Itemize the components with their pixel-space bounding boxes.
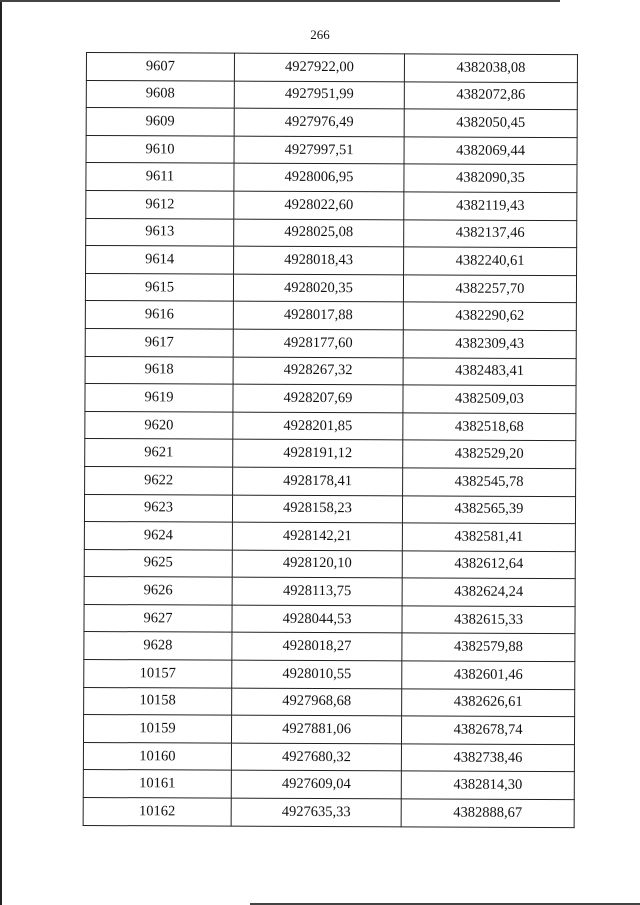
- y-coordinate-cell: 4382601,46: [402, 661, 575, 689]
- y-coordinate-cell: 4382678,74: [401, 716, 574, 744]
- table-row: [84, 494, 575, 524]
- y-coordinate-cell: 4382738,46: [401, 744, 574, 772]
- point-number-cell: 9610: [86, 135, 234, 163]
- point-number-cell: 9623: [84, 494, 232, 522]
- scan-edge-left: [0, 0, 2, 905]
- point-number-cell: 9618: [85, 356, 233, 384]
- point-number-cell: 9626: [84, 577, 232, 605]
- point-number-cell: 9616: [85, 301, 233, 329]
- point-number-cell: 9607: [86, 53, 234, 81]
- table-row: [86, 53, 577, 83]
- table-row: [83, 742, 574, 772]
- point-number-cell: 9627: [84, 604, 232, 632]
- table-row: [83, 715, 574, 745]
- y-coordinate-cell: 4382038,08: [404, 54, 577, 82]
- point-number-cell: 9619: [85, 384, 233, 412]
- table-row: [84, 604, 575, 634]
- table-row: [84, 522, 575, 552]
- y-coordinate-cell: 4382072,86: [404, 81, 577, 109]
- table-row: [84, 660, 575, 690]
- point-number-cell: 9620: [85, 411, 233, 439]
- y-coordinate-cell: 4382050,45: [404, 109, 577, 137]
- y-coordinate-cell: 4382612,64: [402, 551, 575, 579]
- y-coordinate-cell: 4382240,61: [404, 247, 577, 275]
- table-row: [85, 439, 576, 469]
- y-coordinate-cell: 4382888,67: [401, 799, 574, 827]
- point-number-cell: 9608: [86, 80, 234, 108]
- x-coordinate-cell: 4928044,53: [232, 605, 402, 633]
- table-row: [86, 190, 577, 220]
- x-coordinate-cell: 4928018,27: [232, 633, 402, 661]
- table-row: [85, 273, 576, 303]
- x-coordinate-cell: 4928017,88: [233, 301, 403, 329]
- x-coordinate-cell: 4928010,55: [232, 660, 402, 688]
- point-number-cell: 9614: [86, 246, 234, 274]
- y-coordinate-cell: 4382545,78: [403, 468, 576, 496]
- x-coordinate-cell: 4928025,08: [234, 219, 404, 247]
- point-number-cell: 10160: [83, 742, 231, 770]
- x-coordinate-cell: 4928022,60: [234, 191, 404, 219]
- table-row: [85, 384, 576, 414]
- table-row: [85, 356, 576, 386]
- y-coordinate-cell: 4382090,35: [404, 164, 577, 192]
- x-coordinate-cell: 4927635,33: [231, 798, 401, 826]
- y-coordinate-cell: 4382483,41: [403, 357, 576, 385]
- x-coordinate-cell: 4927951,99: [234, 81, 404, 109]
- point-number-cell: 9612: [86, 190, 234, 218]
- point-number-cell: 10161: [83, 770, 231, 798]
- table-row: [86, 80, 577, 110]
- x-coordinate-cell: 4927997,51: [234, 136, 404, 164]
- table-row: [86, 218, 577, 248]
- point-number-cell: 9615: [85, 273, 233, 301]
- x-coordinate-cell: 4927680,32: [231, 743, 401, 771]
- point-number-cell: 9624: [84, 522, 232, 550]
- x-coordinate-cell: 4928142,21: [232, 522, 402, 550]
- table-row: [85, 466, 576, 496]
- y-coordinate-cell: 4382069,44: [404, 137, 577, 165]
- x-coordinate-cell: 4928191,12: [233, 439, 403, 467]
- x-coordinate-cell: 4928177,60: [233, 329, 403, 357]
- x-coordinate-cell: 4928201,85: [233, 412, 403, 440]
- x-coordinate-cell: 4927922,00: [234, 53, 404, 81]
- table-row: [86, 163, 577, 193]
- x-coordinate-cell: 4928120,10: [232, 550, 402, 578]
- y-coordinate-cell: 4382626,61: [402, 689, 575, 717]
- point-number-cell: 9611: [86, 163, 234, 191]
- x-coordinate-cell: 4927881,06: [231, 715, 401, 743]
- table-row: [83, 798, 574, 828]
- y-coordinate-cell: 4382290,62: [403, 302, 576, 330]
- page-number: 266: [310, 27, 330, 42]
- coordinates-table: [83, 52, 578, 828]
- table-row: [83, 770, 574, 800]
- x-coordinate-cell: 4928113,75: [232, 577, 402, 605]
- point-number-cell: 10157: [84, 660, 232, 688]
- y-coordinate-cell: 4382581,41: [402, 523, 575, 551]
- table-row: [84, 687, 575, 717]
- y-coordinate-cell: 4382518,68: [403, 413, 576, 441]
- y-coordinate-cell: 4382529,20: [403, 440, 576, 468]
- x-coordinate-cell: 4928158,23: [232, 495, 402, 523]
- x-coordinate-cell: 4928267,32: [233, 357, 403, 385]
- point-number-cell: 10162: [83, 798, 231, 826]
- x-coordinate-cell: 4928006,95: [234, 164, 404, 192]
- y-coordinate-cell: 4382624,24: [402, 578, 575, 606]
- table-row: [85, 301, 576, 331]
- table-row: [86, 135, 577, 165]
- point-number-cell: 9609: [86, 108, 234, 136]
- y-coordinate-cell: 4382257,70: [403, 275, 576, 303]
- point-number-cell: 10158: [84, 687, 232, 715]
- x-coordinate-cell: 4927976,49: [234, 108, 404, 136]
- point-number-cell: 9621: [85, 439, 233, 467]
- point-number-cell: 9617: [85, 328, 233, 356]
- x-coordinate-cell: 4928207,69: [233, 384, 403, 412]
- x-coordinate-cell: 4928020,35: [233, 274, 403, 302]
- point-number-cell: 9622: [85, 466, 233, 494]
- point-number-cell: 9625: [84, 549, 232, 577]
- table-row: [86, 108, 577, 138]
- table-row: [86, 246, 577, 276]
- x-coordinate-cell: 4927968,68: [232, 688, 402, 716]
- x-coordinate-cell: 4928178,41: [233, 467, 403, 495]
- scan-edge-top: [0, 0, 560, 2]
- x-coordinate-cell: 4927609,04: [231, 771, 401, 799]
- coordinates-table-body: [83, 53, 577, 828]
- y-coordinate-cell: 4382119,43: [404, 192, 577, 220]
- table-row: [84, 549, 575, 579]
- x-coordinate-cell: 4928018,43: [234, 246, 404, 274]
- table-row: [85, 328, 576, 358]
- y-coordinate-cell: 4382615,33: [402, 606, 575, 634]
- y-coordinate-cell: 4382565,39: [402, 495, 575, 523]
- point-number-cell: 9628: [84, 632, 232, 660]
- y-coordinate-cell: 4382137,46: [404, 219, 577, 247]
- y-coordinate-cell: 4382814,30: [401, 771, 574, 799]
- point-number-cell: 9613: [86, 218, 234, 246]
- y-coordinate-cell: 4382509,03: [403, 385, 576, 413]
- y-coordinate-cell: 4382579,88: [402, 633, 575, 661]
- table-row: [84, 577, 575, 607]
- point-number-cell: 10159: [83, 715, 231, 743]
- table-row: [84, 632, 575, 662]
- table-row: [85, 411, 576, 441]
- y-coordinate-cell: 4382309,43: [403, 330, 576, 358]
